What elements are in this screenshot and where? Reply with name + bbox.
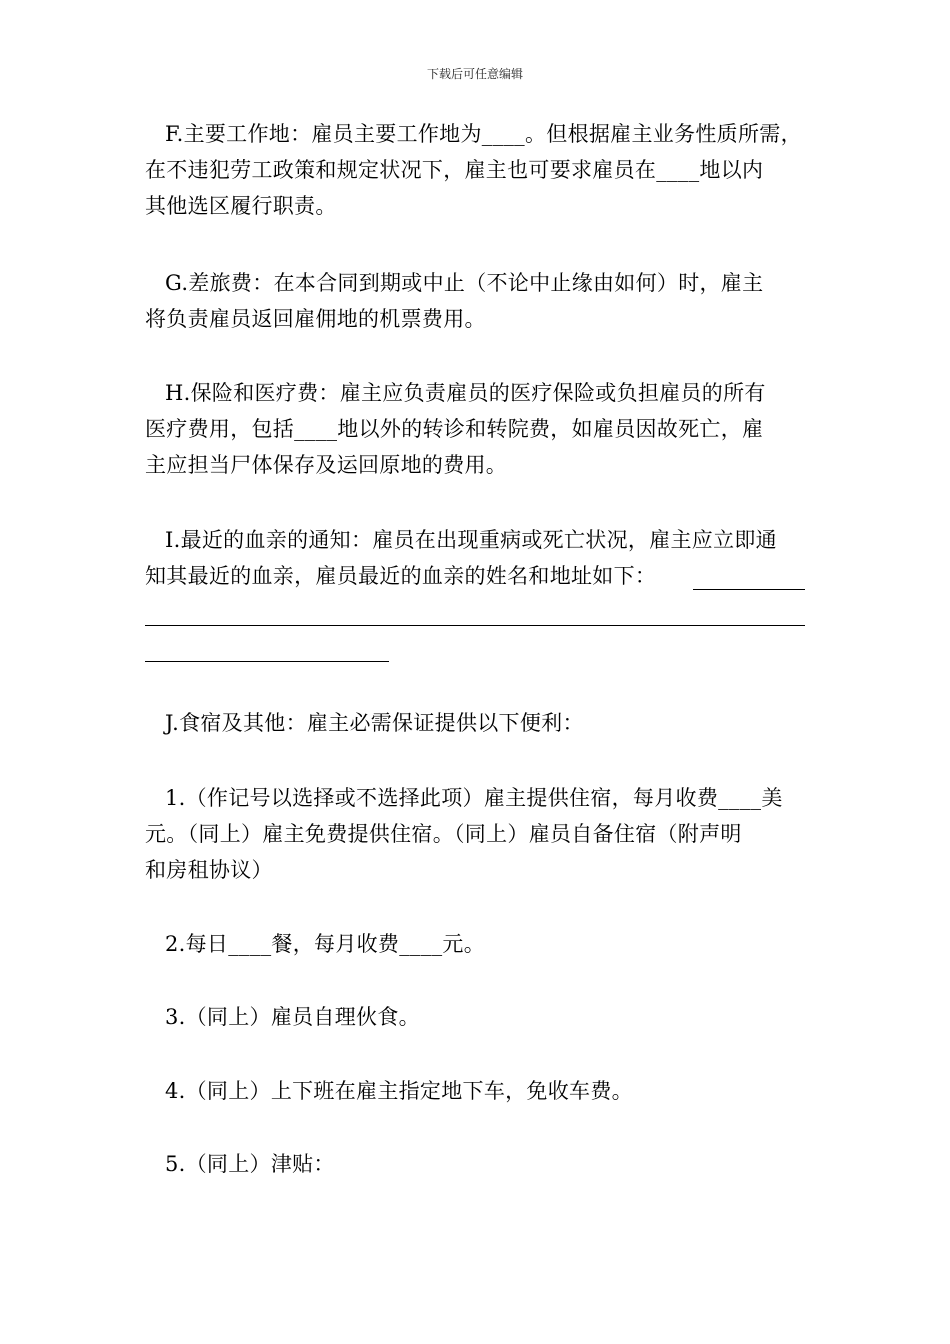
section-j-item-3 bbox=[145, 999, 807, 1035]
section-h-line: H.保险和医疗费：雇主应负责雇员的医疗保险或负担雇员的所有 bbox=[165, 381, 766, 405]
section-j-item-4 bbox=[145, 1073, 807, 1109]
section-j5-line: 5.（同上）津贴： bbox=[165, 1152, 335, 1176]
section-j-item-5 bbox=[145, 1146, 807, 1182]
section-i-next-of-kin bbox=[145, 522, 807, 594]
section-j2-line: 2.每日____餐，每月收费____元。 bbox=[165, 932, 486, 956]
section-j1-line: 1.（作记号以选择或不选择此项）雇主提供住宿，每月收费____美 bbox=[165, 786, 783, 810]
section-j-line: J.食宿及其他：雇主必需保证提供以下便利： bbox=[165, 711, 584, 735]
section-g-travel-expenses bbox=[145, 265, 807, 337]
section-f-line: 在不违犯劳工政策和规定状况下，雇主也可要求雇员在____地以内 bbox=[145, 158, 764, 182]
section-f-line: F.主要工作地：雇员主要工作地为____。但根据雇主业务性质所需， bbox=[165, 122, 802, 146]
section-j4-line: 4.（同上）上下班在雇主指定地下车，免收车费。 bbox=[165, 1079, 633, 1103]
section-i-line: 知其最近的血亲，雇员最近的血亲的姓名和地址如下： bbox=[145, 564, 657, 588]
section-j-accommodation bbox=[145, 705, 807, 741]
next-of-kin-blank-line bbox=[145, 625, 805, 626]
section-j1-line: 元。（同上）雇主免费提供住宿。（同上）雇员自备住宿（附声明 bbox=[145, 822, 742, 846]
section-j-item-2 bbox=[145, 926, 807, 962]
section-j1-line: 和房租协议） bbox=[145, 858, 273, 882]
section-f-line: 其他选区履行职责。 bbox=[145, 194, 337, 218]
section-h-line: 医疗费用，包括____地以外的转诊和转院费，如雇员因故死亡，雇 bbox=[145, 417, 764, 441]
section-j3-line: 3.（同上）雇员自理伙食。 bbox=[165, 1005, 420, 1029]
page-header: 下载后可任意编辑 bbox=[426, 67, 523, 81]
section-g-line: G.差旅费：在本合同到期或中止（不论中止缘由如何）时，雇主 bbox=[165, 271, 764, 295]
section-i-line: I.最近的血亲的通知：雇员在出现重病或死亡状况，雇主应立即通 bbox=[165, 528, 777, 552]
section-f-main-workplace bbox=[145, 116, 807, 224]
section-j-item-1 bbox=[145, 780, 807, 888]
next-of-kin-blank-line bbox=[145, 661, 389, 662]
section-g-line: 将负责雇员返回雇佣地的机票费用。 bbox=[145, 307, 486, 331]
next-of-kin-blank-line bbox=[693, 589, 805, 590]
section-h-line: 主应担当尸体保存及运回原地的费用。 bbox=[145, 453, 508, 477]
section-h-insurance-medical bbox=[145, 375, 807, 483]
